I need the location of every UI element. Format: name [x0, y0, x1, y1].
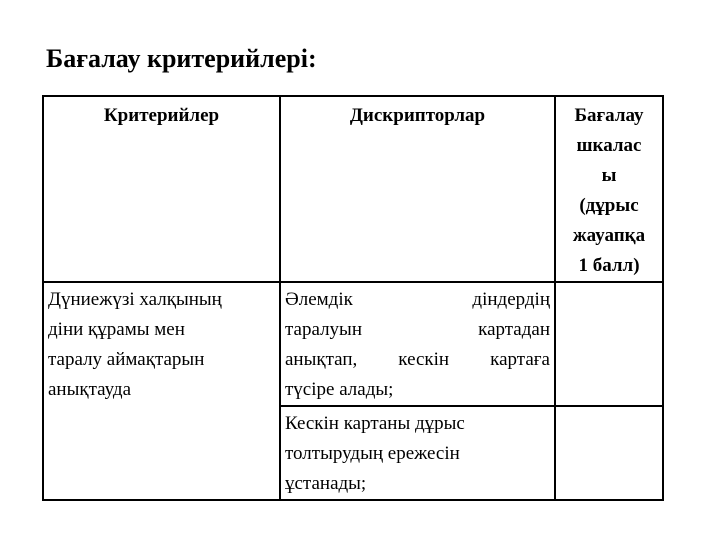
criterion-cell — [43, 282, 280, 500]
criterion-text: Дүниежүзі халқының діни құрамы мен таралу аймақтарын анықтауда — [48, 289, 222, 400]
descriptor-text: Кескін картаны дұрыс толтырудың ережесін ұстанады; — [285, 413, 465, 494]
descriptor-cell — [280, 282, 555, 406]
table-row — [43, 282, 663, 406]
header-scale — [555, 96, 663, 282]
page-title: Бағалау критерийлері: — [46, 44, 317, 73]
header-scale-text: Бағалау шкалас ы (дұрыс жауапқа 1 балл) — [572, 105, 646, 276]
descriptor-cell — [280, 406, 555, 500]
descriptor-text: Әлемдік діндердің таралуын картадан анықтап, кескін картаға түсіре алады; — [285, 289, 550, 400]
score-cell[interactable] — [555, 406, 663, 500]
header-descriptors: Дискрипторлар — [280, 96, 555, 282]
score-cell[interactable] — [555, 282, 663, 406]
header-criteria: Критерийлер — [43, 96, 280, 282]
criteria-table — [42, 95, 664, 501]
table-header-row — [43, 96, 663, 282]
